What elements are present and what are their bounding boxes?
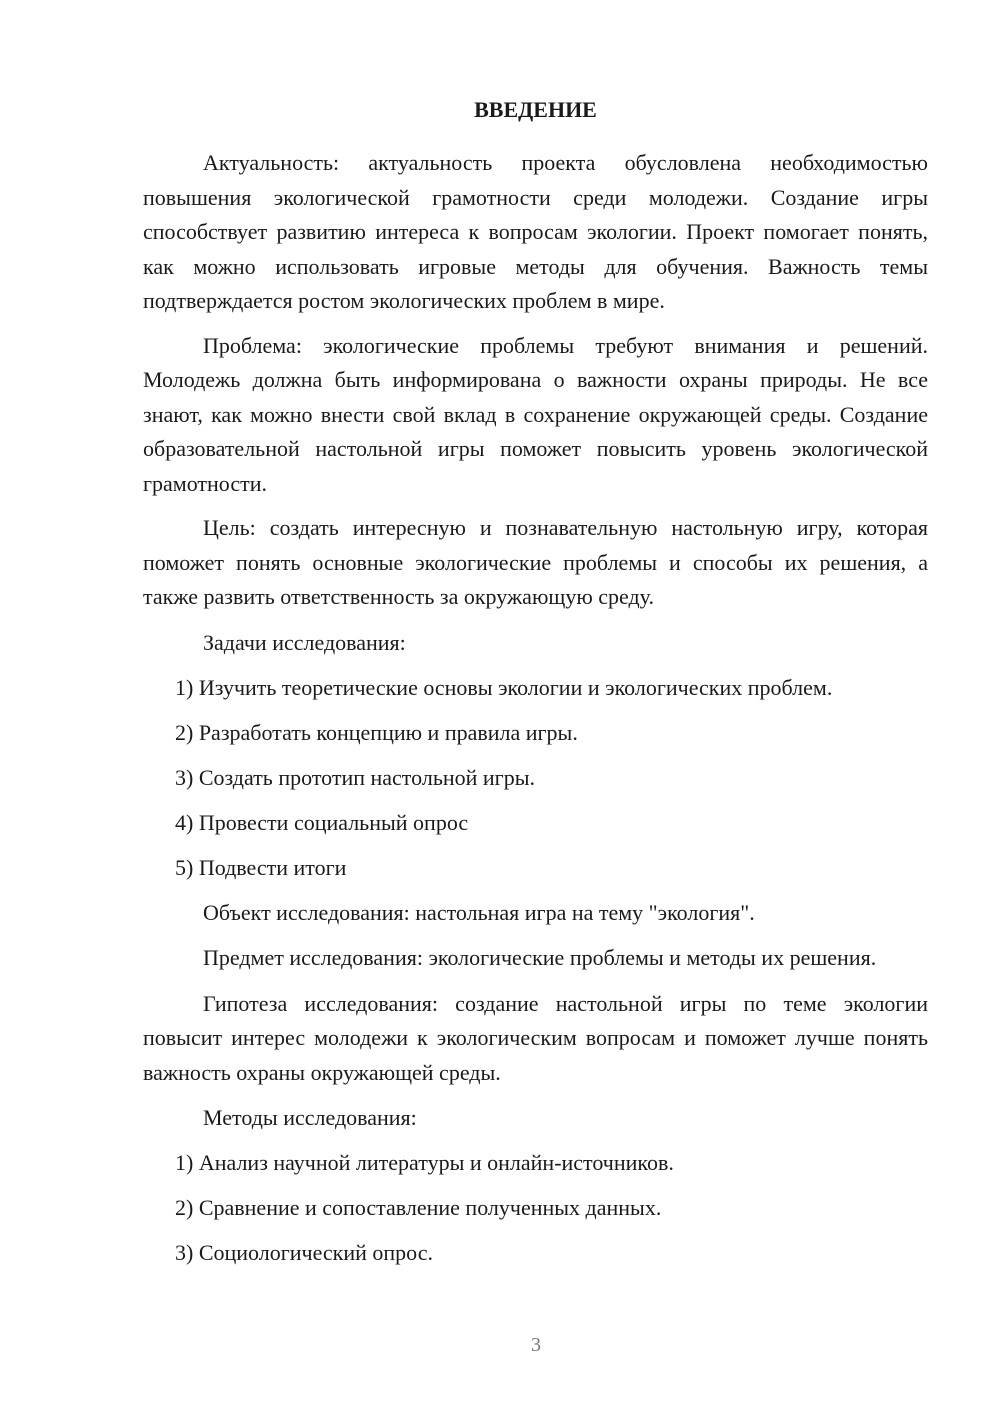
methods-list	[143, 1146, 928, 1270]
list-item: 3) Социологический опрос.	[175, 1240, 433, 1265]
list-item: 4) Провести социальный опрос	[175, 809, 469, 835]
object-paragraph: Объект исследования: настольная игра на тему "экология".	[203, 899, 755, 925]
list-item: 1) Изучить теоретические основы экологии и экологических проблем.	[175, 674, 833, 700]
list-item: 2) Сравнение и сопоставление полученных данных.	[175, 1195, 662, 1220]
tasks-heading: Задачи исследования:	[203, 629, 406, 655]
hypothesis-paragraph: Гипотеза исследования: создание настольной игры по теме экологии повысит интерес молодежи к экологическим вопросам и поможет лучше понять важность охраны окружающей среды.	[143, 990, 928, 1085]
list-item: 3) Создать прототип настольной игры.	[175, 764, 535, 790]
goal-paragraph: Цель: создать интересную и познавательную настольную игру, которая поможет понять основные экологические проблемы и способы их решения, а также развить ответственность за окружающую среду.	[143, 515, 928, 609]
subject-paragraph: Предмет исследования: экологические проблемы и методы их решения.	[203, 945, 877, 970]
methods-heading: Методы исследования:	[203, 1105, 417, 1130]
list-item: 1) Анализ научной литературы и онлайн-источников.	[175, 1150, 674, 1175]
relevance-paragraph: Актуальность: актуальность проекта обусловлена необходимостью повышения экологической грамотности среди молодежи. Создание игры способствует развитию интереса к вопросам экологии. Проект помогает понять, как можно использовать игровые методы для обучения. Важность темы подтверждается ростом экологических проблем в мире.	[143, 150, 928, 313]
list-item: 5) Подвести итоги	[175, 854, 347, 880]
page-title: ВВЕДЕНИЕ	[474, 97, 597, 122]
document-page	[143, 93, 928, 1270]
page-number: 3	[531, 1334, 541, 1356]
tasks-list	[143, 671, 928, 885]
problem-paragraph: Проблема: экологические проблемы требуют внимания и решений. Молодежь должна быть информирована о важности охраны природы. Не все знают, как можно внести свой вклад в сохранение окружающей среды. Создание образовательной настольной игры поможет повысить уровень экологической грамотности.	[143, 332, 928, 496]
list-item: 2) Разработать концепцию и правила игры.	[175, 719, 578, 745]
